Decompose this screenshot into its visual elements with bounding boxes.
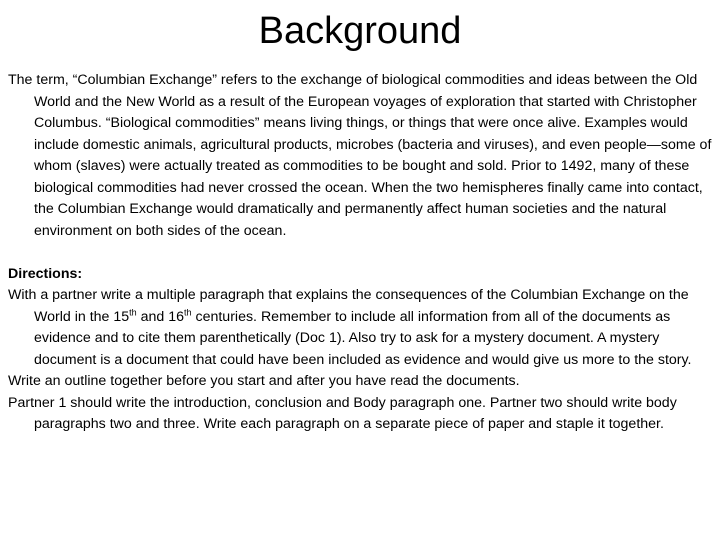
directions-paragraph-1 [8,285,714,371]
paragraph-spacer [8,242,714,264]
directions-text-part-1: With a partner write a multiple paragraph that explains the consequences of the Columbian Exchange on the World in the 15 [8,287,689,325]
superscript-th-2: th [184,306,192,317]
directions-heading: Directions: [8,265,83,282]
directions-paragraph-3: Partner 1 should write the introduction, conclusion and Body paragraph one. Partner two should write body paragraphs two and three. Write each paragraph on a separate piece of paper and staple it together. [8,394,677,432]
slide-body [8,70,714,436]
slide-title: Background [258,10,462,52]
directions-paragraph-2: Write an outline together before you start and after you have read the documents. [8,373,520,389]
background-paragraph: The term, “Columbian Exchange” refers to the exchange of biological commodities and ideas between the Old World and the New World as a result of the European voyages of exploration that started with Christopher Columbus. “Biological commodities” means living things, or things that were once alive. Examples would include domestic animals, agricultural products, microbes (bacteria and viruses), and even people—some of whom (slaves) were actually treated as commodities to be bought and sold. Prior to 1492, many of these biological commodities had never crossed the ocean. When the two hemispheres finally came into contact, the Columbian Exchange would dramatically and permanently affect human societies and the natural environment on both sides of the ocean. [8,72,712,239]
superscript-th-1: th [129,306,137,317]
directions-text-part-3: centuries. Remember to include all information from all of the documents as evidence and to cite them parenthetically (Doc 1). Also try to ask for a mystery document. A mystery document is a document that could have been included as evidence and would give us more to the story. [34,308,692,368]
directions-text-part-2: and 16 [136,308,185,325]
